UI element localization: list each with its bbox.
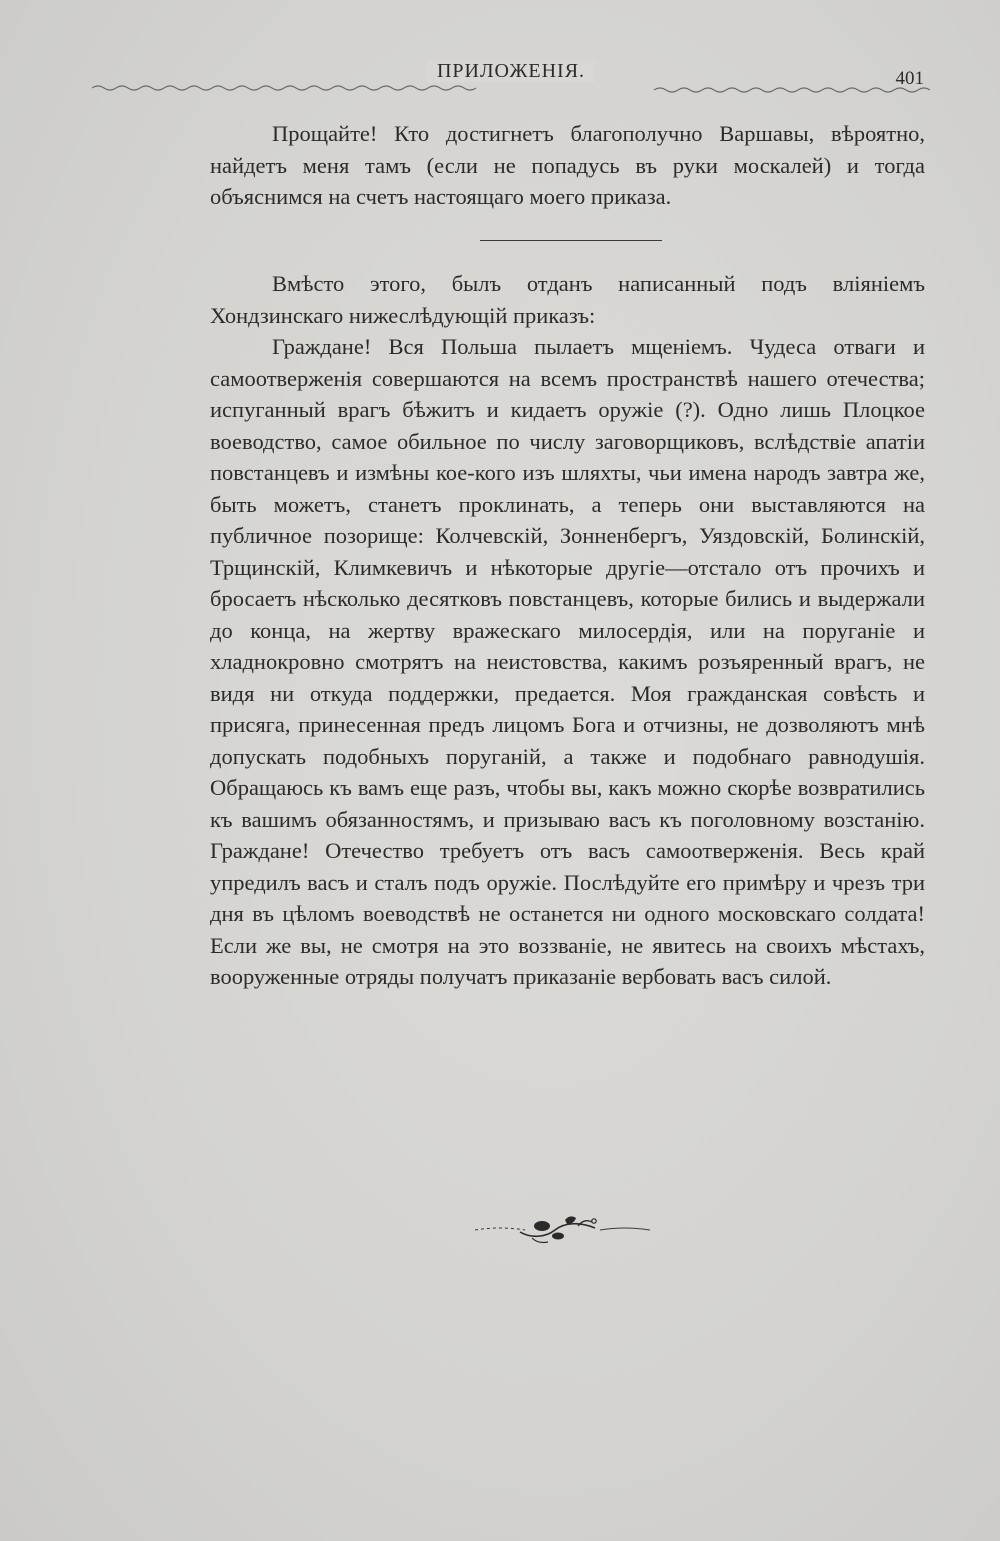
intro-paragraph: Прощайте! Кто достигнетъ благополучно Варшавы, вѣроятно, найдетъ меня тамъ (если не попадусь въ руки москалей) и тогда объяснимся на счетъ настоящаго моего приказа. xyxy=(210,121,925,209)
running-header xyxy=(92,52,930,112)
paragraph-order-text: Граждане! Вся Польша пылаетъ мщеніемъ. Чудеса отваги и самоотверженія совершаются на всемъ пространствѣ нашего отечества; испуганный врагъ бѣжитъ и кидаетъ оружіе (?). Одно лишь Плоцкое воеводство, самое обильное по числу заговорщиковъ, вслѣдствіе апатіи повстанцевъ и измѣны кое-кого изъ шляхты, чьи имена народъ завтра же, быть можетъ, станетъ проклинать, а теперь они выставляются на публичное позорище: Колчевскій, Зонненбергъ, Уяздовскій, Болинскій, Трщинскій, Климкевичъ и нѣкоторые другіе—отстало отъ прочихъ и бросаетъ нѣсколько десятковъ повстанцевъ, которые бились и выдержали до конца, на жертву вражескаго милосердія, или на поруганіе и хладнокровно смотрятъ на неистовства, какимъ розъяренный врагъ, не видя ни откуда поддержки, предается. Моя гражданская совѣсть и присяга, принесенная предъ лицомъ Бога и отчизны, не дозволяютъ мнѣ допускать подобныхъ поруганій, а также и подобнаго равнодушія. Обращаюсь къ вамъ еще разъ, чтобы вы, какъ можно скорѣе возвратились къ вашимъ обязанностямъ, и призываю васъ къ поголовному возстанію. Граждане! Отечество требуетъ отъ васъ самоотверженія. Весь край упредилъ васъ и сталъ подъ оружіе. Послѣдуйте его примѣру и чрезъ три дня въ цѣломъ воеводствѣ не останется ни одного московскаго солдата! Если же вы, не смотря на это воззваніе, не явитесь на своихъ мѣстахъ, вооруженные отряды получатъ приказаніе вербовать васъ силой. xyxy=(210,334,925,989)
main-text-block xyxy=(210,268,925,993)
floral-ornament-icon xyxy=(470,1208,655,1248)
section-divider xyxy=(480,240,662,241)
header-title: ПРИЛОЖЕНІЯ. xyxy=(427,60,595,82)
paragraph-order-intro: Вмѣсто этого, былъ отданъ написанный подъ вліяніемъ Хондзинскаго нижеслѣдующій приказъ: xyxy=(210,271,925,328)
intro-block xyxy=(210,118,925,213)
page-number: 401 xyxy=(895,68,924,89)
